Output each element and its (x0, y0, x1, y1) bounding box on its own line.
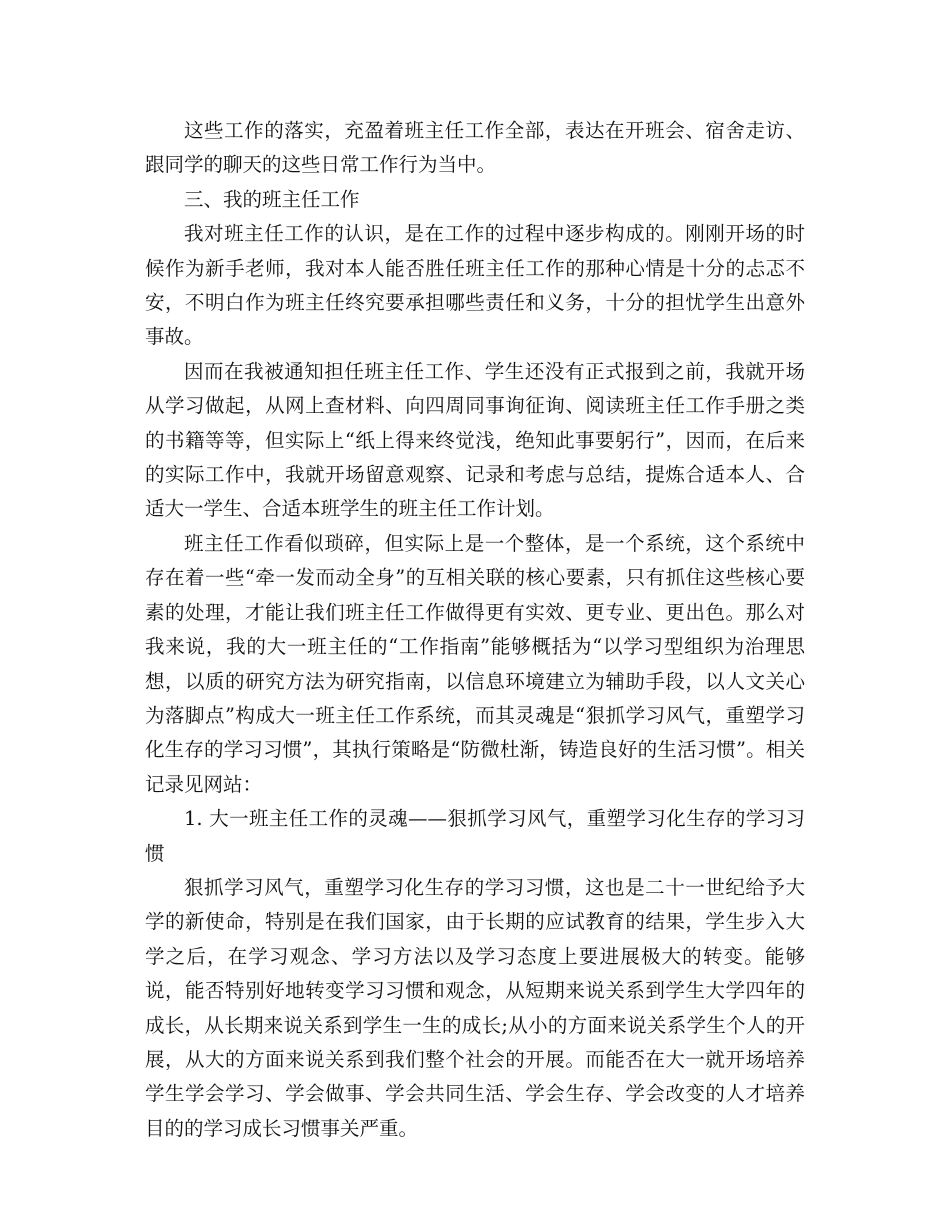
paragraph-understanding: 我对班主任工作的认识，是在工作的过程中逐步构成的。刚刚开场的时候作为新手老师，我对本人能否胜任班主任工作的那种心情是十分的忐忑不安，不明白作为班主任终究要承担哪些责任和义务，十分的担忧学生出意外事故。 (145, 222, 805, 349)
paragraph-study-habits: 狠抓学习风气，重塑学习化生存的学习习惯，这也是二十一世纪给予大学的新使命，特别是在我们国家，由于长期的应试教育的结果，学生步入大学之后，在学习观念、学习方法以及学习态度上要进展极大的转变。能够说，能否特别好地转变学习习惯和观念，从短期来说关系到学生大学四年的成长，从长期来说关系到学生一生的成长;从小的方面来说关系学生个人的开展，从大的方面来说关系到我们整个社会的开展。而能否在大一就开场培养学生学会学习、学会做事、学会共同生活、学会生存、学会改变的人才培养目的的学习成长习惯事关严重。 (145, 875, 805, 1140)
paragraph-preparation: 因而在我被通知担任班主任工作、学生还没有正式报到之前，我就开场从学习做起，从网上查材料、向四周同事询征询、阅读班主任工作手册之类的书籍等等，但实际上“纸上得来终觉浅，绝知此事要躬行”，因而，在后来的实际工作中，我就开场留意观察、记录和考虑与总结，提炼合适本人、合适大一学生、合适本班学生的班主任工作计划。 (145, 359, 805, 521)
paragraph-system: 班主任工作看似琐碎，但实际上是一个整体，是一个系统，这个系统中存在着一些“牵一发而动全身”的互相关联的核心要素，只有抓住这些核心要素的处理，才能让我们班主任工作做得更有实效、更专业、更出色。那么对我来说，我的大一班主任的“工作指南”能够概括为“以学习型组织为治理思想，以质的研究方法为研究指南，以信息环境建立为辅助手段，以人文关心为落脚点”构成大一班主任工作系统，而其灵魂是“狠抓学习风气，重塑学习化生存的学习习惯”，其执行策略是“防微杜渐，铸造良好的生活习惯”。相关记录见网站： (145, 531, 805, 796)
paragraph-intro: 这些工作的落实，充盈着班主任工作全部，表达在开班会、宿舍走访、跟同学的聊天的这些日常工作行为当中。 (145, 119, 805, 177)
document-page (145, 114, 805, 1146)
subsection-heading: 1. 大一班主任工作的灵魂——狠抓学习风气，重塑学习化生存的学习习惯 (145, 807, 805, 865)
section-heading: 三、我的班主任工作 (184, 187, 360, 211)
